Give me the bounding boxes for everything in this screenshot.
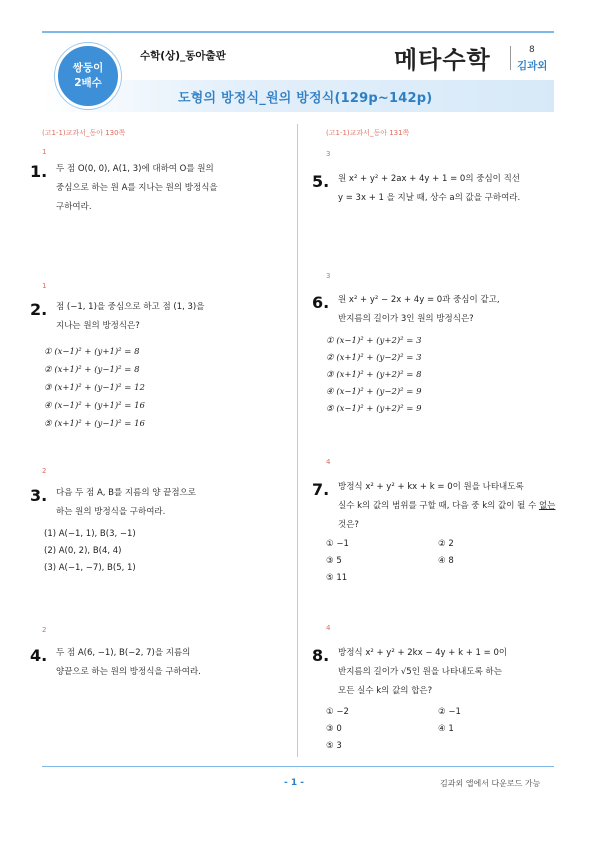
question-2-text [56,298,204,336]
question-number-5: 5. [312,172,330,191]
difficulty-q8: 4 [326,624,331,632]
logo-mark: 8 [529,45,535,55]
question-8-options [326,704,546,755]
question-4-line: 두 점 A(6, −1), B(−2, 7)을 지름의 [56,648,191,658]
question-7-options [326,536,546,587]
question-number-3: 3. [30,486,48,505]
difficulty-q5: 3 [326,150,331,158]
question-4-text [56,644,201,682]
question-1-text [56,160,218,217]
option-5[interactable]: ⑤ 3 [326,741,342,751]
question-6-options [326,333,422,418]
option-row [326,738,546,755]
question-6-line: 반지름의 길이가 3인 원의 방정식은? [338,314,474,324]
emphasis-not: 없는 [538,501,556,511]
difficulty-q7: 4 [326,458,331,466]
badge-line2: 2배수 [74,77,102,89]
option-2[interactable]: ② (x+1)² + (y−2)² = 3 [326,353,422,363]
question-7-text [338,478,555,535]
question-8-line: 방정식 x² + y² + 2kx − 4y + k + 1 = 0이 [338,648,508,658]
difficulty-q1: 1 [42,148,47,156]
option-5[interactable]: ⑤ (x−1)² + (y+2)² = 9 [326,404,422,414]
option-1[interactable]: ① (x−1)² + (y+2)² = 3 [326,336,422,346]
subject-label: 수학(상)_동아출판 [140,50,226,62]
question-1-line: 중심으로 하는 원 A를 지나는 원의 방정식을 [56,183,218,193]
option-1[interactable]: ① −2 [326,707,349,717]
difficulty-q6: 3 [326,272,331,280]
option-row [326,704,546,721]
page-number: - 1 - [284,778,304,788]
option-row [326,553,546,570]
question-5-line: y = 3x + 1 을 지날 때, 상수 a의 값을 구하여라. [338,193,521,203]
question-number-2: 2. [30,300,48,319]
option-row [326,721,546,738]
difficulty-q2: 1 [42,282,47,290]
question-number-8: 8. [312,646,330,665]
sub-item-3: (3) A(−1, −7), B(5, 1) [44,563,136,573]
source-right: (고1-1)교과서_동아 131쪽 [326,129,410,137]
option-2[interactable]: ② −1 [438,707,461,717]
footer-note: 김과외 앱에서 다운로드 가능 [440,779,541,788]
question-1-line: 두 점 O(0, 0), A(1, 3)에 대하여 O를 원의 [56,164,214,174]
question-7-line [338,497,555,516]
question-3-items [44,526,136,577]
sub-item-2: (2) A(0, 2), B(4, 4) [44,546,122,556]
question-8-text [338,644,507,701]
column-divider [297,124,298,757]
difficulty-q4: 2 [42,626,47,634]
option-1[interactable]: ① (x−1)² + (y+1)² = 8 [44,347,140,357]
difficulty-q3: 2 [42,467,47,475]
brand-sub-logo: 김과외 [517,60,548,72]
question-number-6: 6. [312,293,330,312]
sub-item-1: (1) A(−1, 1), B(3, −1) [44,529,136,539]
question-1-line: 구하여라. [56,202,92,212]
question-5-text [338,170,520,208]
question-3-text [56,484,196,522]
option-3[interactable]: ③ 5 [326,556,342,566]
question-2-line: 점 (−1, 1)을 중심으로 하고 점 (1, 3)을 [56,302,205,312]
question-4-line: 양끝으로 하는 원의 방정식을 구하여라. [56,667,201,677]
option-3[interactable]: ③ (x+1)² + (y−1)² = 12 [44,383,145,393]
badge-line1: 쌍둥이 [72,62,104,74]
question-6-text [338,291,500,329]
question-2-line: 지나는 원의 방정식은? [56,321,140,331]
question-3-line: 다음 두 점 A, B를 지름의 양 끝점으로 [56,488,197,498]
option-2[interactable]: ② 2 [438,539,454,549]
top-rule [42,31,554,33]
question-8-line: 모든 실수 k의 값의 합은? [338,686,433,696]
page-title: 도형의 방정식_원의 방정식(129p~142p) [178,91,433,106]
question-6-line: 원 x² + y² − 2x + 4y = 0과 중심이 같고, [338,295,500,305]
option-5[interactable]: ⑤ (x+1)² + (y−1)² = 16 [44,419,145,429]
option-row [326,536,546,553]
option-row [326,570,546,587]
question-number-7: 7. [312,480,330,499]
option-5[interactable]: ⑤ 11 [326,573,348,583]
question-2-options [44,343,145,433]
question-5-line: 원 x² + y² + 2ax + 4y + 1 = 0의 중심이 직선 [338,174,520,184]
question-3-line: 하는 원의 방정식을 구하여라. [56,507,166,517]
logo-separator [510,46,511,70]
option-3[interactable]: ③ 0 [326,724,342,734]
brand-logo: 메타수학 [394,46,491,74]
option-4[interactable]: ④ 8 [438,556,454,566]
option-4[interactable]: ④ (x−1)² + (y−2)² = 9 [326,387,422,397]
source-left: (고1-1)교과서_동아 130쪽 [42,129,126,137]
question-number-4: 4. [30,646,48,665]
question-7-line: 방정식 x² + y² + kx + k = 0이 원을 나타내도록 [338,482,524,492]
question-8-line: 반지름의 길이가 √5인 원을 나타내도록 하는 [338,667,502,677]
grade-badge [55,43,121,109]
option-1[interactable]: ① −1 [326,539,349,549]
question-number-1: 1. [30,162,48,181]
question-7-line: 것은? [338,520,359,530]
option-4[interactable]: ④ 1 [438,724,454,734]
option-3[interactable]: ③ (x+1)² + (y+2)² = 8 [326,370,422,380]
option-2[interactable]: ② (x+1)² + (y−1)² = 8 [44,365,140,375]
question-7-line2: 실수 k의 값의 범위를 구할 때, 다음 중 k의 값이 될 수 [338,501,539,511]
option-4[interactable]: ④ (x−1)² + (y+1)² = 16 [44,401,145,411]
bottom-rule [42,766,554,767]
